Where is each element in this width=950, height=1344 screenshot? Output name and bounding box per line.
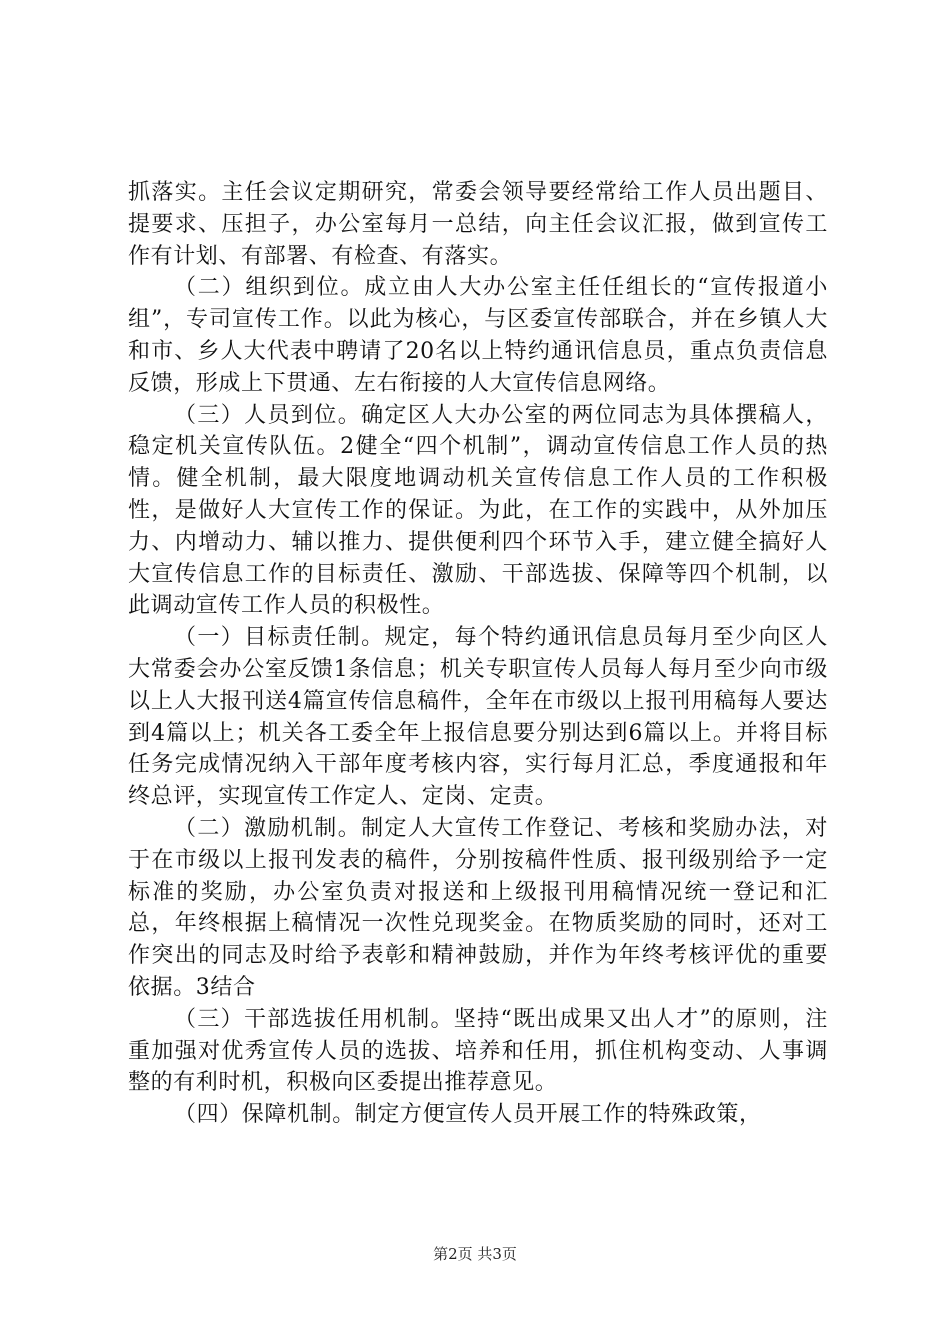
paragraph: （一）目标责任制。规定，每个特约通讯信息员每月至少向区人大常委会办公室反馈1条信息；机关专职宣传人员每人每月至少向市级以上人大报刊送4篇宣传信息稿件，全年在市级以上报刊用稿每人要达到4篇以上；机关各工委全年上报信息要分别达到6篇以上。并将目标任务完成情况纳入干部年度考核内容，实行每月汇总，季度通报和年终总评，实现宣传工作定人、定岗、定责。	[128, 625, 828, 810]
document-body	[128, 177, 828, 1131]
paragraph: （二）组织到位。成立由人大办公室主任任组长的“宣传报道小组”，专司宣传工作。以此为核心，与区委宣传部联合，并在乡镇人大和市、乡人大代表中聘请了20名以上特约通讯信息员，重点负责信息反馈，形成上下贯通、左右衔接的人大宣传信息网络。	[128, 275, 828, 396]
paragraph: 抓落实。主任会议定期研究，常委会领导要经常给工作人员出题目、提要求、压担子，办公室每月一总结，向主任会议汇报，做到宣传工作有计划、有部署、有检查、有落实。	[128, 180, 828, 269]
paragraph: （三）干部选拔任用机制。坚持“既出成果又出人才”的原则，注重加强对优秀宣传人员的选拔、培养和任用，抓住机构变动、人事调整的有利时机，积极向区委提出推荐意见。	[128, 1006, 828, 1096]
paragraph: （二）激励机制。制定人大宣传工作登记、考核和奖励办法，对于在市级以上报刊发表的稿件，分别按稿件性质、报刊级别给予一定标准的奖励，办公室负责对报送和上级报刊用稿情况统一登记和汇总，年终根据上稿情况一次性兑现奖金。在物质奖励的同时，还对工作突出的同志及时给予表彰和精神鼓励，并作为年终考核评优的重要依据。3结合	[128, 815, 828, 1000]
paragraph: （三）人员到位。确定区人大办公室的两位同志为具体撰稿人，稳定机关宣传队伍。2健全“四个机制”，调动宣传信息工作人员的热情。健全机制，最大限度地调动机关宣传信息工作人员的工作积极性，是做好人大宣传工作的保证。为此，在工作的实践中，从外加压力、内增动力、辅以推力、提供便利四个环节入手，建立健全搞好人大宣传信息工作的目标责任、激励、干部选拔、保障等四个机制，以此调动宣传工作人员的积极性。	[128, 402, 828, 619]
paragraph: （四）保障机制。制定方便宣传人员开展工作的特殊政策，	[174, 1102, 762, 1128]
page-number-footer: 第2页 共3页	[433, 1245, 517, 1263]
